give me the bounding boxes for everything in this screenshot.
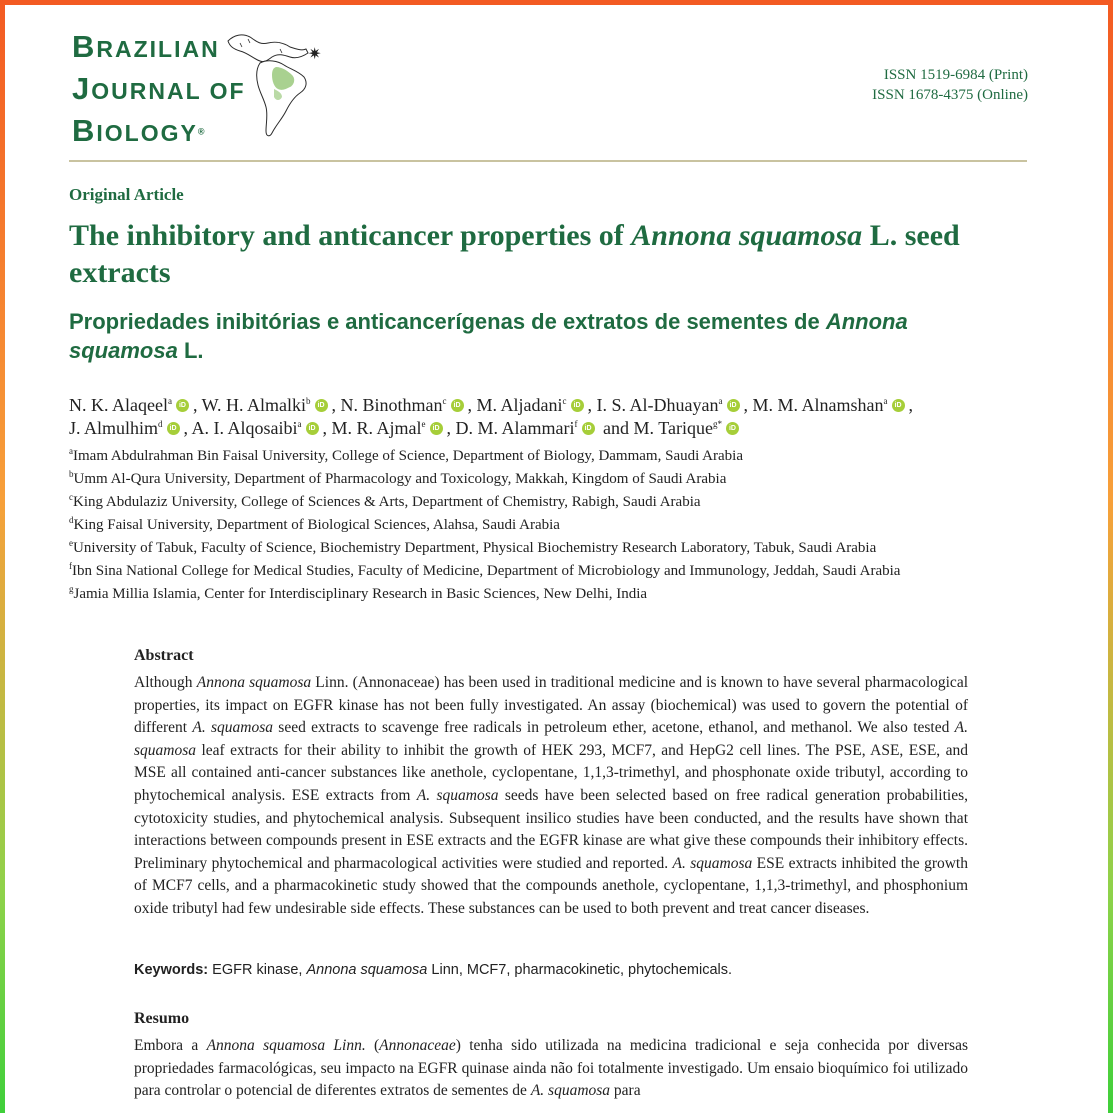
journal-header <box>5 5 1108 175</box>
orcid-icon[interactable]: iD <box>892 399 905 412</box>
orcid-icon[interactable]: iD <box>306 422 319 435</box>
affiliation-item: $^c$King Abdulaziz University, College of Sciences & Arts, Department of Chemistry, Rabigh, Saudi Arabia <box>69 492 701 510</box>
affiliation-item: $^d$King Faisal University, Department of Biological Sciences, Alahsa, Saudi Arabia <box>69 515 560 533</box>
orcid-icon[interactable]: iD <box>727 399 740 412</box>
abstract-body: Although Annona squamosa Linn. (Annonaceae) has been used in traditional medicine and is known to have several pharmacological properties, its impact on EGFR kinase has not been fully investigated. An assay (biochemical) was used to govern the potential of different A. squamosa seed extracts to scavenge free radicals in petroleum ether, acetone, ethanol, and methanol. We also tested A. squamosa leaf extracts for their ability to inhibit the growth of HEK 293, MCF7, and HepG2 cell lines. The PSE, ASE, ESE, and MSE all contained anti-cancer substances like anethole, cyclopentane, 1,1,3-trimethyl, and phosphonate oxide tributyl, according to phytochemical analysis. ESE extracts from A. squamosa seeds have been selected based on free radical generation probabilities, cytotoxicity studies, and phytochemical analysis. Subsequent insilico studies have been conducted, and the results have shown that interactions between compounds present in ESE extracts and the EGFR kinase are what give these compounds their inhibitory effects. Preliminary phytochemical and pharmacological activities were studied and reported. A. squamosa ESE extracts inhibited the growth of MCF7 cells, and a pharmacokinetic study showed that the compounds anethole, cyclopentane, 1,1,3-trimethyl, and phosphonium oxide tributyl had few undesirable side effects. These substances can be used to both prevent and treat cancer diseases. <box>134 674 969 917</box>
author-name[interactable]: A. I. Alqosaibi$^a$ iD <box>192 418 323 438</box>
article-title: The inhibitory and anticancer properties of Annona squamosa L. seed extracts <box>69 219 960 289</box>
affiliation-item: $^g$Jamia Millia Islamia, Center for Interdisciplinary Research in Basic Sciences, New Delhi, India <box>69 584 648 602</box>
abstract-heading: Abstract <box>134 647 194 664</box>
resumo-heading: Resumo <box>134 1010 190 1027</box>
orcid-icon[interactable]: iD <box>430 422 443 435</box>
author-connector: and <box>603 418 630 438</box>
orcid-icon[interactable]: iD <box>571 399 584 412</box>
affiliation-item: $^f$Ibn Sina National College for Medical Studies, Faculty of Medicine, Department of Microbiology and Immunology, Jeddah, Saudi Arabia <box>69 561 901 579</box>
svg-text:✷: ✷ <box>308 44 322 63</box>
header-divider <box>69 160 1027 162</box>
author-name[interactable]: M. M. Alnamshan$^a$ iD <box>753 395 909 415</box>
article-type-label: Original Article <box>69 185 184 204</box>
author-name[interactable]: D. M. Alammari$^f$ iD <box>456 418 599 438</box>
affiliation-list <box>69 445 1049 606</box>
orcid-icon[interactable]: iD <box>726 422 739 435</box>
author-name[interactable]: J. Almulhim$^d$ iD <box>69 418 184 438</box>
orcid-icon[interactable]: iD <box>176 399 189 412</box>
keywords-line: Keywords: EGFR kinase, Annona squamosa Linn, MCF7, pharmacokinetic, phytochemicals. <box>134 962 733 978</box>
author-name[interactable]: W. H. Almalki$^b$ iD <box>202 395 332 415</box>
author-name[interactable]: M. Tarique$^{g*}$ iD <box>634 418 743 438</box>
author-name[interactable]: M. R. Ajmal$^e$ iD <box>332 418 447 438</box>
affiliation-item: $^e$University of Tabuk, Faculty of Science, Biochemistry Department, Physical Biochemistry Research Laboratory, Tabuk, Saudi Arabia <box>69 538 877 556</box>
affiliation-item: $^a$Imam Abdulrahman Bin Faisal University, College of Science, Department of Biology, Dammam, Saudi Arabia <box>69 446 743 464</box>
orcid-icon[interactable]: iD <box>451 399 464 412</box>
south-america-map-icon <box>220 29 330 139</box>
issn-block <box>872 65 1028 105</box>
issn-online: ISSN 1678-4375 (Online) <box>872 87 1028 103</box>
article-subtitle: Propriedades inibitórias e anticancerígenas de extratos de sementes de Annona squamosa L. <box>69 309 908 363</box>
author-name[interactable]: N. Binothman$^c$ iD <box>341 395 468 415</box>
author-list: N. K. Alaqeel$^a$ iD , W. H. Almalki$^b$ iD , N. Binothman$^c$ iD , M. Aljadani$^c$ iD , I. S. Al-Dhuayan$^a$ iD , M. M. Alnamshan$^a$ iD , J. Almulhim$^d$ iD , A. I. Alqosaibi$^a$ iD , M. R. Ajmal$^e$ iD , D. M. Alammari$^f$ iD and M. Tarique$^{g*}$ iD <box>69 395 914 438</box>
orcid-icon[interactable]: iD <box>582 422 595 435</box>
affiliation-item: $^b$Umm Al-Qura University, Department of Pharmacology and Toxicology, Makkah, Kingdom of Saudi Arabia <box>69 469 727 487</box>
author-name[interactable]: N. K. Alaqeel$^a$ iD <box>69 395 193 415</box>
author-name[interactable]: M. Aljadani$^c$ iD <box>477 395 588 415</box>
orcid-icon[interactable]: iD <box>315 399 328 412</box>
issn-print: ISSN 1519-6984 (Print) <box>883 67 1028 83</box>
orcid-icon[interactable]: iD <box>167 422 180 435</box>
resumo-body: Embora a Annona squamosa Linn. (Annonaceae) tenha sido utilizada na medicina tradicional e seja conhecida por diversas propriedades farmacológicas, seu impacto na EGFR quinase ainda não foi totalmente investigado. Um ensaio bioquímico foi utilizado para controlar o potencial de diferentes extratos de sementes de A. squamosa para <box>134 1037 968 1100</box>
author-name[interactable]: I. S. Al-Dhuayan$^a$ iD <box>597 395 744 415</box>
paper-page <box>5 5 1108 1113</box>
journal-logo-text: BRAZILIAN JOURNAL OF BIOLOGY® <box>72 29 246 148</box>
